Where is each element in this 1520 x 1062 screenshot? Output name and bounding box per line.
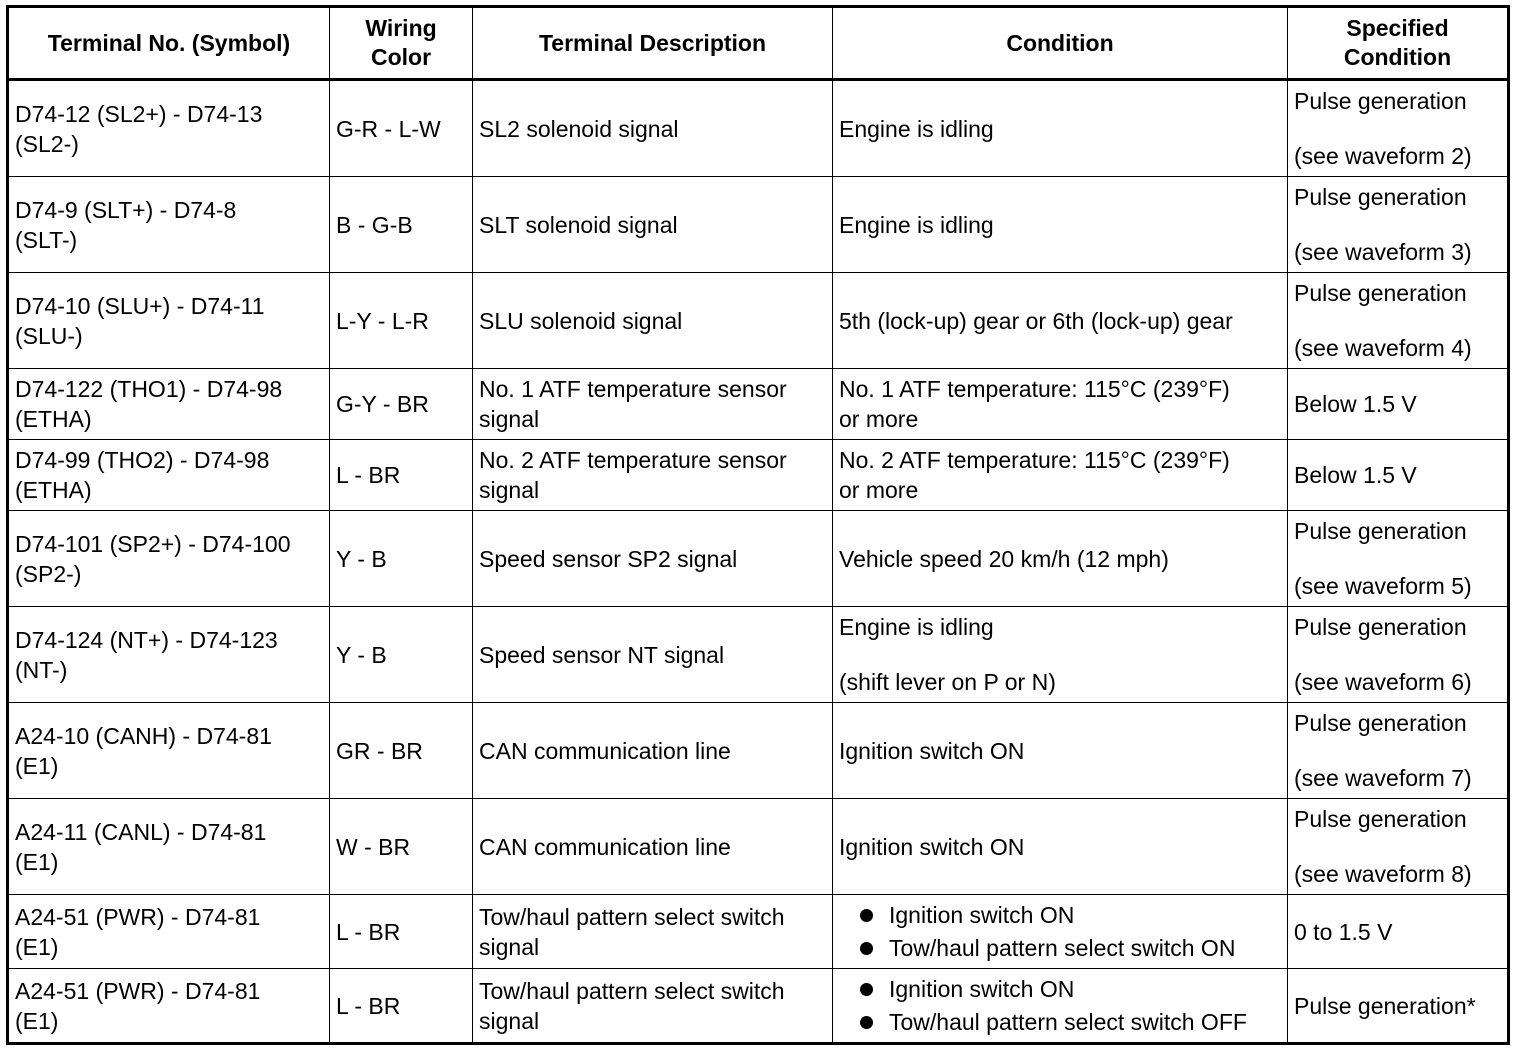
condition-cell: No. 1 ATF temperature: 115°C (239°F) or more xyxy=(833,369,1288,440)
header-row xyxy=(8,7,1509,80)
header-terminal-description: Terminal Description xyxy=(473,7,833,80)
condition-bullet-list xyxy=(839,973,1281,1039)
bullet-item: Tow/haul pattern select switch ON xyxy=(855,932,1281,965)
table-row xyxy=(8,369,1509,440)
table-row xyxy=(8,273,1509,369)
condition-cell xyxy=(833,895,1288,969)
table-row xyxy=(8,80,1509,177)
spec-cell: Pulse generation (see waveform 3) xyxy=(1288,177,1509,273)
terminal-cell: D74-9 (SLT+) - D74-8 (SLT-) xyxy=(8,177,330,273)
header-terminal: Terminal No. (Symbol) xyxy=(8,7,330,80)
wiring-cell: L - BR xyxy=(330,895,473,969)
table-row xyxy=(8,895,1509,969)
bullet-item: Ignition switch ON xyxy=(855,899,1281,932)
condition-cell: Engine is idling (shift lever on P or N) xyxy=(833,607,1288,703)
terminal-cell: A24-11 (CANL) - D74-81 (E1) xyxy=(8,799,330,895)
bullet-item: Ignition switch ON xyxy=(855,973,1281,1006)
table-row xyxy=(8,177,1509,273)
wiring-cell: B - G-B xyxy=(330,177,473,273)
description-cell: SL2 solenoid signal xyxy=(473,80,833,177)
condition-cell xyxy=(833,969,1288,1044)
description-cell: SLT solenoid signal xyxy=(473,177,833,273)
spec-cell: Pulse generation (see waveform 4) xyxy=(1288,273,1509,369)
spec-cell: Pulse generation (see waveform 6) xyxy=(1288,607,1509,703)
table-row xyxy=(8,511,1509,607)
header-specified-condition: Specified Condition xyxy=(1288,7,1509,80)
spec-cell: 0 to 1.5 V xyxy=(1288,895,1509,969)
description-cell: No. 2 ATF temperature sensor signal xyxy=(473,440,833,511)
description-cell: Tow/haul pattern select switch signal xyxy=(473,895,833,969)
wiring-cell: Y - B xyxy=(330,511,473,607)
terminal-cell: D74-99 (THO2) - D74-98 (ETHA) xyxy=(8,440,330,511)
condition-cell: Engine is idling xyxy=(833,177,1288,273)
terminal-cell: A24-10 (CANH) - D74-81 (E1) xyxy=(8,703,330,799)
terminal-cell: A24-51 (PWR) - D74-81 (E1) xyxy=(8,895,330,969)
condition-bullet-list xyxy=(839,899,1281,965)
terminal-cell: D74-122 (THO1) - D74-98 (ETHA) xyxy=(8,369,330,440)
condition-cell: Ignition switch ON xyxy=(833,799,1288,895)
wiring-cell: L-Y - L-R xyxy=(330,273,473,369)
description-cell: Speed sensor SP2 signal xyxy=(473,511,833,607)
terminal-cell: D74-10 (SLU+) - D74-11 (SLU-) xyxy=(8,273,330,369)
header-wiring-color: Wiring Color xyxy=(330,7,473,80)
wiring-cell: Y - B xyxy=(330,607,473,703)
description-cell: CAN communication line xyxy=(473,703,833,799)
table-row xyxy=(8,799,1509,895)
condition-cell: Ignition switch ON xyxy=(833,703,1288,799)
wiring-cell: L - BR xyxy=(330,969,473,1044)
condition-cell: Vehicle speed 20 km/h (12 mph) xyxy=(833,511,1288,607)
description-cell: SLU solenoid signal xyxy=(473,273,833,369)
wiring-cell: W - BR xyxy=(330,799,473,895)
wiring-cell: G-Y - BR xyxy=(330,369,473,440)
header-condition: Condition xyxy=(833,7,1288,80)
terminal-spec-table xyxy=(6,5,1510,1045)
table-row xyxy=(8,607,1509,703)
spec-cell: Pulse generation (see waveform 8) xyxy=(1288,799,1509,895)
spec-cell: Pulse generation (see waveform 5) xyxy=(1288,511,1509,607)
terminal-cell: D74-124 (NT+) - D74-123 (NT-) xyxy=(8,607,330,703)
wiring-cell: L - BR xyxy=(330,440,473,511)
table-row xyxy=(8,969,1509,1044)
condition-cell: Engine is idling xyxy=(833,80,1288,177)
condition-cell: 5th (lock-up) gear or 6th (lock-up) gear xyxy=(833,273,1288,369)
wiring-cell: G-R - L-W xyxy=(330,80,473,177)
condition-cell: No. 2 ATF temperature: 115°C (239°F) or more xyxy=(833,440,1288,511)
bullet-item: Tow/haul pattern select switch OFF xyxy=(855,1006,1281,1039)
table-row xyxy=(8,440,1509,511)
description-cell: No. 1 ATF temperature sensor signal xyxy=(473,369,833,440)
description-cell: CAN communication line xyxy=(473,799,833,895)
spec-cell: Below 1.5 V xyxy=(1288,440,1509,511)
wiring-cell: GR - BR xyxy=(330,703,473,799)
spec-cell: Below 1.5 V xyxy=(1288,369,1509,440)
table-row xyxy=(8,703,1509,799)
spec-cell: Pulse generation (see waveform 7) xyxy=(1288,703,1509,799)
description-cell: Speed sensor NT signal xyxy=(473,607,833,703)
terminal-cell: D74-101 (SP2+) - D74-100 (SP2-) xyxy=(8,511,330,607)
description-cell: Tow/haul pattern select switch signal xyxy=(473,969,833,1044)
terminal-cell: D74-12 (SL2+) - D74-13 (SL2-) xyxy=(8,80,330,177)
spec-cell: Pulse generation* xyxy=(1288,969,1509,1044)
spec-cell: Pulse generation (see waveform 2) xyxy=(1288,80,1509,177)
terminal-cell: A24-51 (PWR) - D74-81 (E1) xyxy=(8,969,330,1044)
